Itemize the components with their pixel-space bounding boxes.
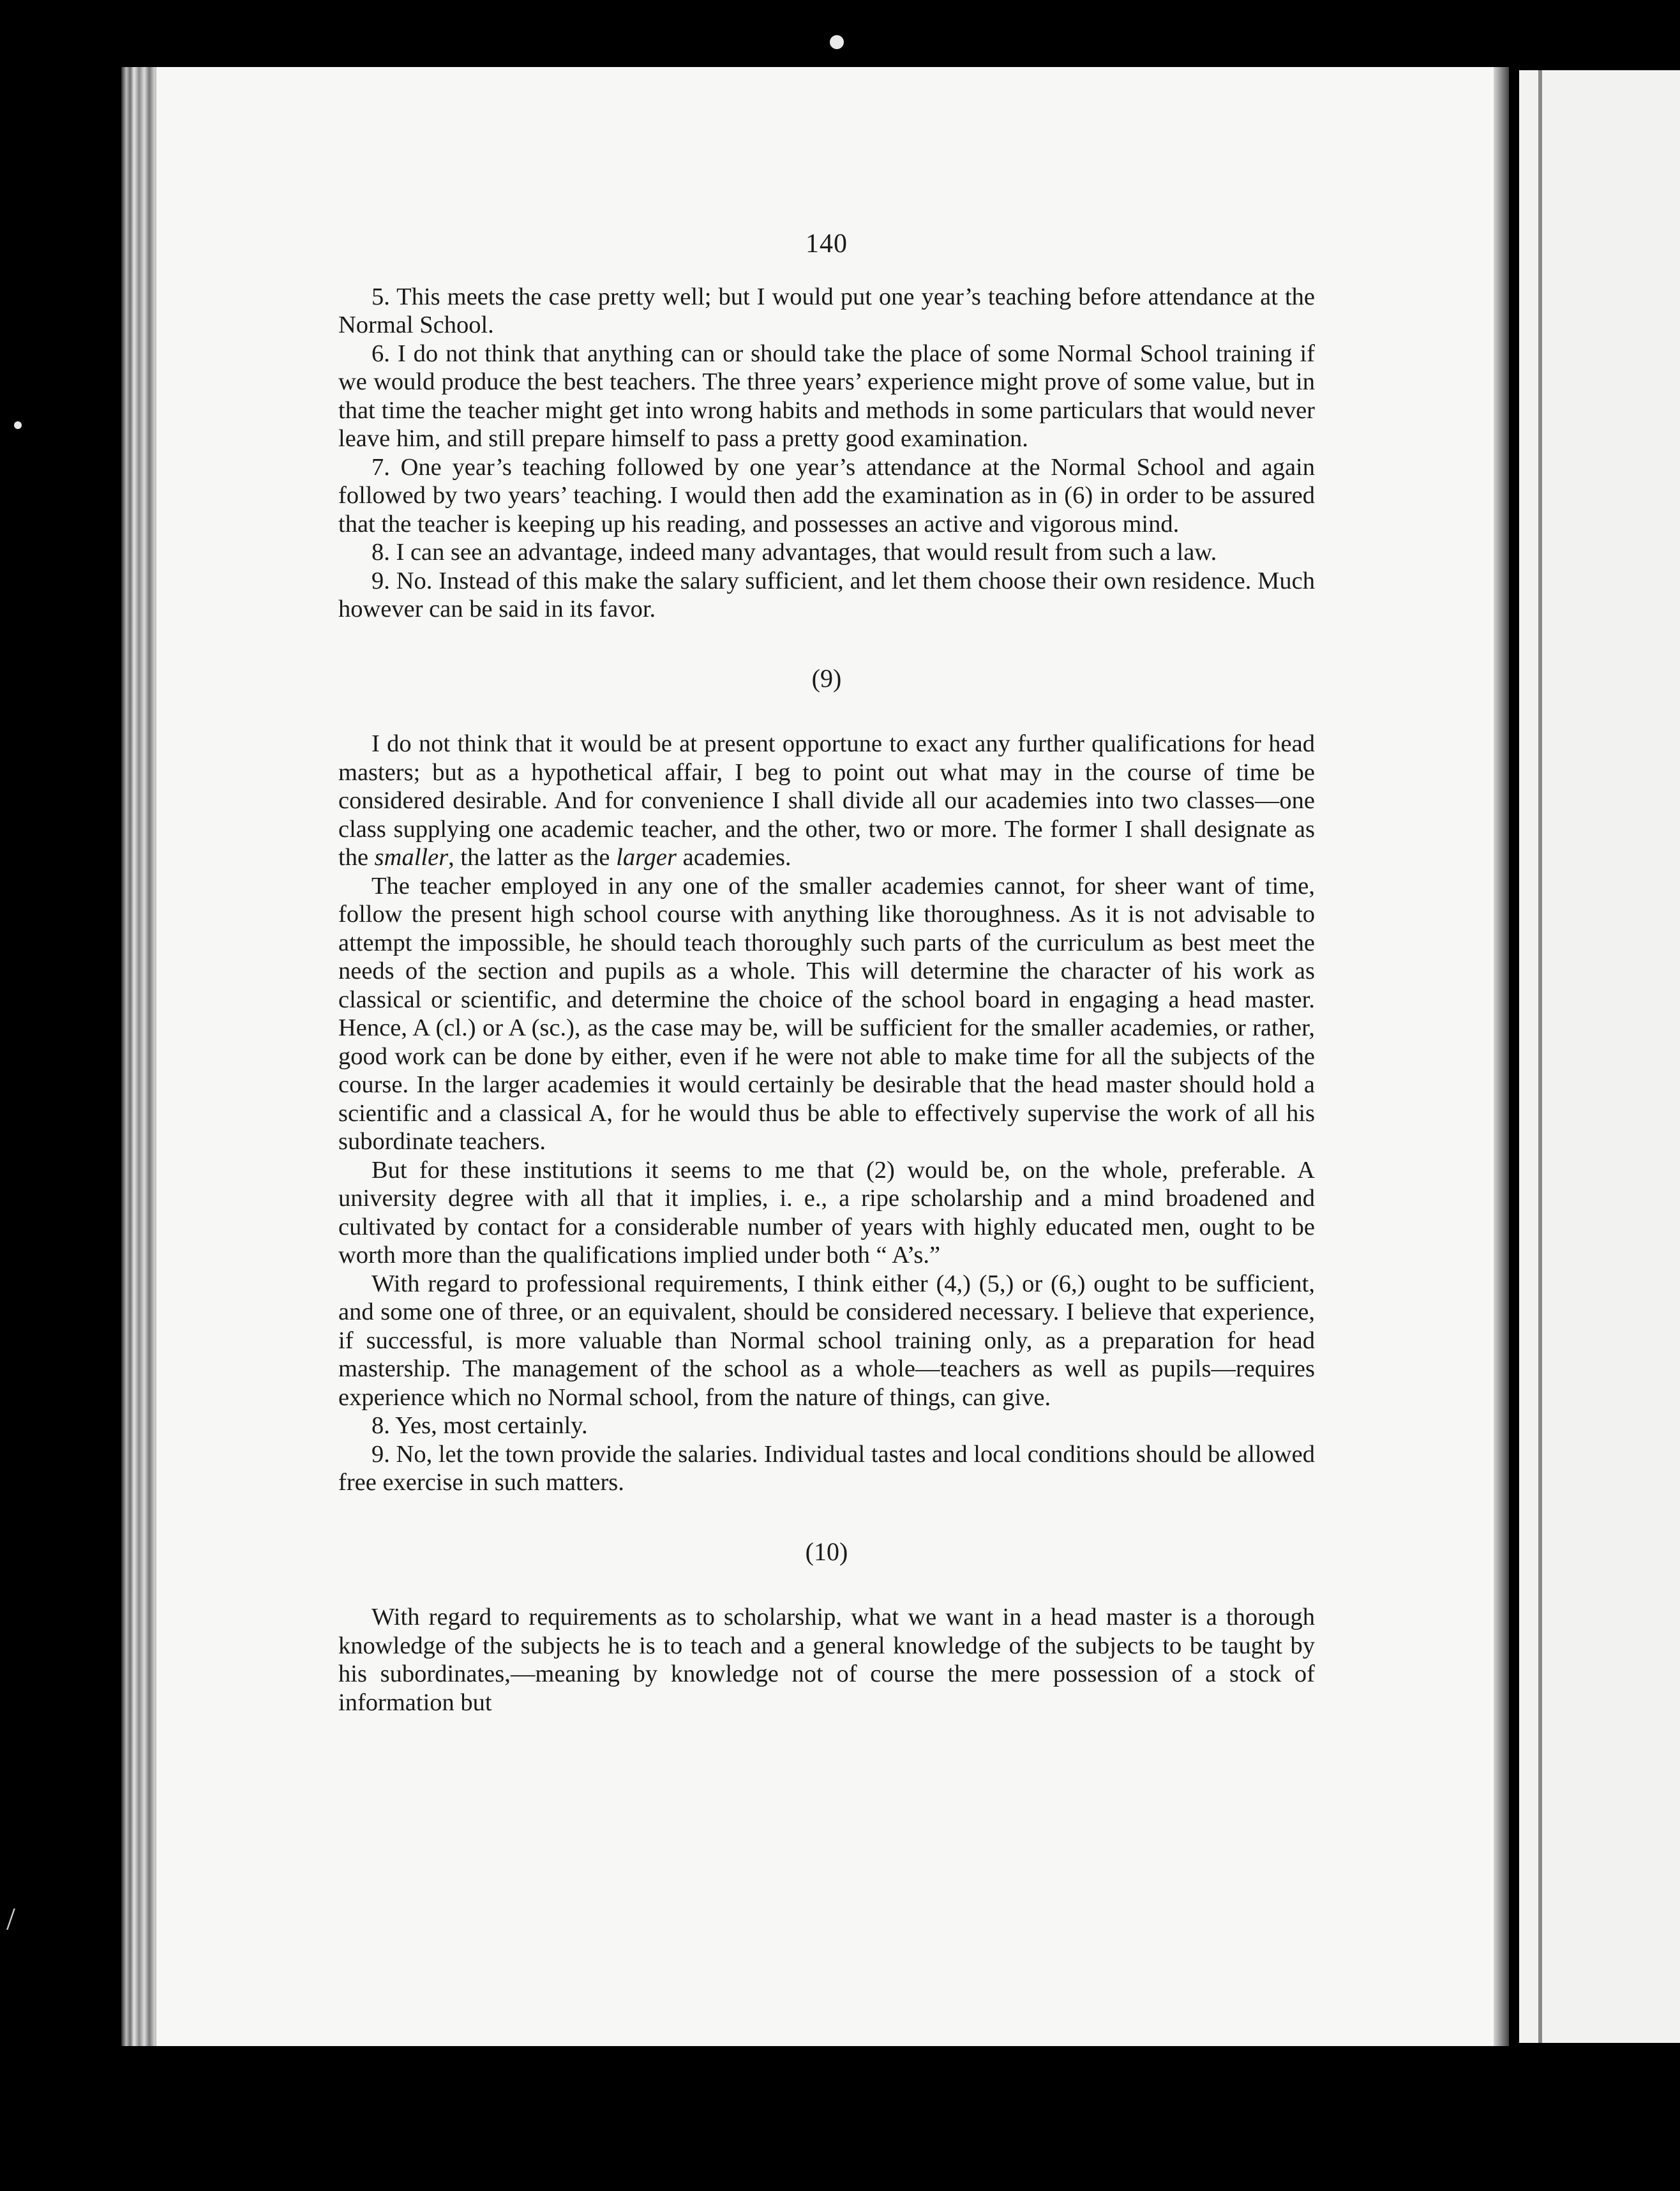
answer-paragraph: 7. One year’s teaching followed by one year’s attendance at the Normal School and again followed by two years’ teaching. I would then add the examination as in (6) in order to be assured that the teacher is keeping up his reading, and possesses an active and vigorous mind. [338, 453, 1315, 538]
scan-mark: / [6, 1901, 15, 1936]
section-10-body [338, 1603, 1315, 1717]
section-9-paragraph: But for these institutions it seems to me that (2) would be, on the whole, preferable. A university degree with all that it implies, i. e., a ripe scholarship and a mind broadened and cultivated by contact for a considerable number of years with highly educated men, ought to be worth more than the qualifications implied under both “ A’s.” [338, 1156, 1315, 1269]
scan-speck [14, 421, 22, 429]
answer-paragraph: 6. I do not think that anything can or should take the place of some Normal School training if we would produce the best teachers. The three years’ experience might prove of some value, but in that time the teacher might get into wrong habits and methods in some particulars that would never leave him, and still prepare himself to pass a pretty good examination. [338, 340, 1315, 452]
larger-term: larger [616, 844, 677, 871]
book-spine-edge [121, 67, 160, 2046]
section-10-paragraph: With regard to requirements as to scholarship, what we want in a head master is a thorough knowledge of the subjects he is to teach and a general knowledge of the subjects to be taught by his subordinates,—meaning by knowledge not of course the mere possession of a stock of information but [338, 1604, 1315, 1716]
section-heading-9: (9) [811, 663, 842, 693]
answer-paragraph: 8. I can see an advantage, indeed many advantages, that would result from such a law. [371, 539, 1217, 566]
answers-section-continued [338, 283, 1315, 624]
page-text [338, 230, 1315, 1717]
scan-speck [830, 35, 844, 49]
section-9-paragraph: 9. No, let the town provide the salaries. Individual tastes and local conditions should be allowed free exercise in such matters. [338, 1440, 1315, 1496]
section-9-paragraph: With regard to professional requirements, I think either (4,) (5,) or (6,) ought to be sufficient, and some one of three, or an equivalent, should be considered necessary. I believe that experience, if successful, is more valuable than Normal school training only, as a preparation for head mastership. The management of the school as a whole—teachers as well as pupils—requires experience which no Normal school, from the nature of things, can give. [338, 1270, 1315, 1411]
section-heading-10: (10) [805, 1537, 848, 1566]
smaller-term: smaller [374, 844, 449, 871]
page-number: 140 [806, 229, 848, 259]
section-9-intro-paragraph [338, 730, 1315, 872]
answer-paragraph: 5. This meets the case pretty well; but I would put one year’s teaching before attendance at the Normal School. [338, 283, 1315, 338]
page-gutter-shadow [1494, 67, 1509, 2046]
section-9-paragraph: 8. Yes, most certainly. [371, 1412, 588, 1439]
adjacent-page-edge [1538, 70, 1542, 2043]
adjacent-page [1519, 70, 1680, 2043]
answer-paragraph: 9. No. Instead of this make the salary sufficient, and let them choose their own residence. Much however can be said in its favor. [338, 567, 1315, 622]
intro-text-end: academies. [676, 844, 791, 871]
intro-text-mid: , the latter as the [448, 844, 617, 871]
section-9-body [338, 730, 1315, 1497]
section-9-paragraph: The teacher employed in any one of the smaller academies cannot, for sheer want of time, follow the present high school course with anything like thoroughness. As it is not advisable to attempt the impossible, he should teach thoroughly such parts of the curriculum as best meet the needs of the section and pupils as a whole. This will determine the character of his work as classical or scientific, and determine the choice of the school board in engaging a head master. Hence, A (cl.) or A (sc.), as the case may be, will be sufficient for the smaller academies, or rather, good work can be done by either, even if he were not able to make time for all the subjects of the course. In the larger academies it would certainly be desirable that the head master should hold a scientific and a classical A, for he would thus be able to effectively supervise the work of all his subordinate teachers. [338, 872, 1315, 1155]
intro-text: I do not think that it would be at present opportune to exact any further qualifications for head masters; but as a hypothetical affair, I beg to point out what may in the course of time be considered desirable. And for convenience I shall divide all our academies into two classes—one class supplying one academic teacher, and the other, two or more. The former I shall designate as the [338, 730, 1315, 871]
